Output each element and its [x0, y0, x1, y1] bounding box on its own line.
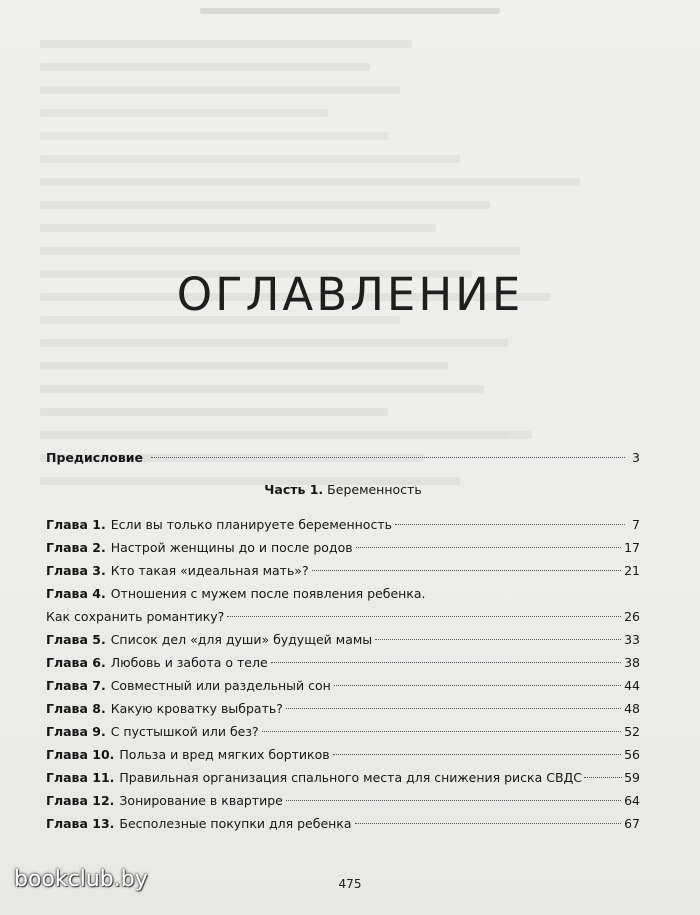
reverse-page-show-through	[40, 40, 640, 460]
page-title: ОГЛАВЛЕНИЕ	[176, 268, 524, 321]
chapter-page: 56	[624, 747, 640, 762]
chapter-number: Глава 1.	[46, 517, 106, 532]
chapter-title: Список дел «для души» будущей мамы	[110, 632, 373, 647]
dot-leader	[262, 731, 621, 732]
chapter-title: Настрой женщины до и после родов	[110, 540, 353, 555]
chapter-title-continuation: Как сохранить романтику?	[46, 609, 225, 624]
toc-row[interactable]	[46, 559, 640, 582]
dot-leader	[286, 708, 621, 709]
chapter-page: 17	[624, 540, 640, 555]
chapter-page: 59	[624, 770, 640, 785]
part-heading	[46, 475, 640, 505]
toc-row[interactable]	[46, 812, 640, 835]
toc-row[interactable]	[46, 513, 640, 536]
chapter-title: Кто такая «идеальная мать»?	[110, 563, 309, 578]
toc-row[interactable]	[46, 766, 640, 789]
chapter-number: Глава 13.	[46, 816, 115, 831]
page-number: 475	[338, 877, 362, 891]
chapter-number: Глава 2.	[46, 540, 106, 555]
chapter-number: Глава 9.	[46, 724, 106, 739]
toc-row[interactable]	[46, 720, 640, 743]
chapter-title: Польза и вред мягких бортиков	[119, 747, 330, 762]
toc-row[interactable]	[46, 674, 640, 697]
part-title: Беременность	[327, 482, 422, 497]
chapter-number: Глава 10.	[46, 747, 115, 762]
preface-label: Предисловие	[46, 450, 144, 465]
chapter-number: Глава 3.	[46, 563, 106, 578]
chapter-title: С пустышкой или без?	[110, 724, 259, 739]
dot-leader	[271, 662, 621, 663]
chapter-number: Глава 5.	[46, 632, 106, 647]
chapter-title: Любовь и забота о теле	[110, 655, 268, 670]
chapter-page: 26	[624, 609, 640, 624]
dot-leader	[312, 570, 622, 571]
chapter-page: 44	[624, 678, 640, 693]
chapter-page: 38	[624, 655, 640, 670]
toc-row[interactable]	[46, 743, 640, 766]
dot-leader	[356, 547, 622, 548]
chapter-page: 64	[624, 793, 640, 808]
chapter-title: Отношения с мужем после появления ребенка.	[110, 586, 426, 601]
dot-leader	[395, 524, 625, 525]
chapter-number: Глава 7.	[46, 678, 106, 693]
dot-leader	[333, 754, 621, 755]
chapter-number: Глава 12.	[46, 793, 115, 808]
dot-leader	[227, 616, 621, 617]
toc-row[interactable]	[46, 651, 640, 674]
chapter-number: Глава 4.	[46, 586, 106, 601]
dot-leader	[355, 823, 622, 824]
chapter-number: Глава 11.	[46, 770, 115, 785]
chapter-title: Бесполезные покупки для ребенка	[119, 816, 352, 831]
chapter-page: 52	[624, 724, 640, 739]
table-of-contents	[46, 446, 640, 835]
dot-leader	[375, 639, 621, 640]
chapter-number: Глава 8.	[46, 701, 106, 716]
dot-leader	[151, 457, 625, 458]
chapter-title: Правильная организация спального места для снижения риска СВДС	[119, 770, 583, 785]
chapter-page: 67	[624, 816, 640, 831]
chapter-title: Если вы только планируете беременность	[110, 517, 392, 532]
chapter-title: Зонирование в квартире	[119, 793, 283, 808]
chapter-page: 33	[624, 632, 640, 647]
chapter-page: 21	[624, 563, 640, 578]
chapter-title: Совместный или раздельный сон	[110, 678, 331, 693]
watermark: bookclub.by	[14, 867, 148, 892]
preface-page: 3	[632, 450, 640, 465]
dot-leader	[286, 800, 621, 801]
toc-row[interactable]	[46, 628, 640, 651]
toc-row[interactable]	[46, 536, 640, 559]
dot-leader	[584, 777, 622, 778]
toc-row[interactable]	[46, 582, 640, 605]
chapter-page: 48	[624, 701, 640, 716]
toc-row[interactable]	[46, 697, 640, 720]
dot-leader	[334, 685, 621, 686]
toc-row-continuation[interactable]	[46, 605, 640, 628]
toc-row[interactable]	[46, 789, 640, 812]
toc-row-preface[interactable]	[46, 446, 640, 469]
part-label: Часть 1.	[264, 482, 324, 497]
chapter-page: 7	[632, 517, 640, 532]
running-head-show-through	[200, 8, 500, 14]
chapter-number: Глава 6.	[46, 655, 106, 670]
chapter-title: Какую кроватку выбрать?	[110, 701, 283, 716]
